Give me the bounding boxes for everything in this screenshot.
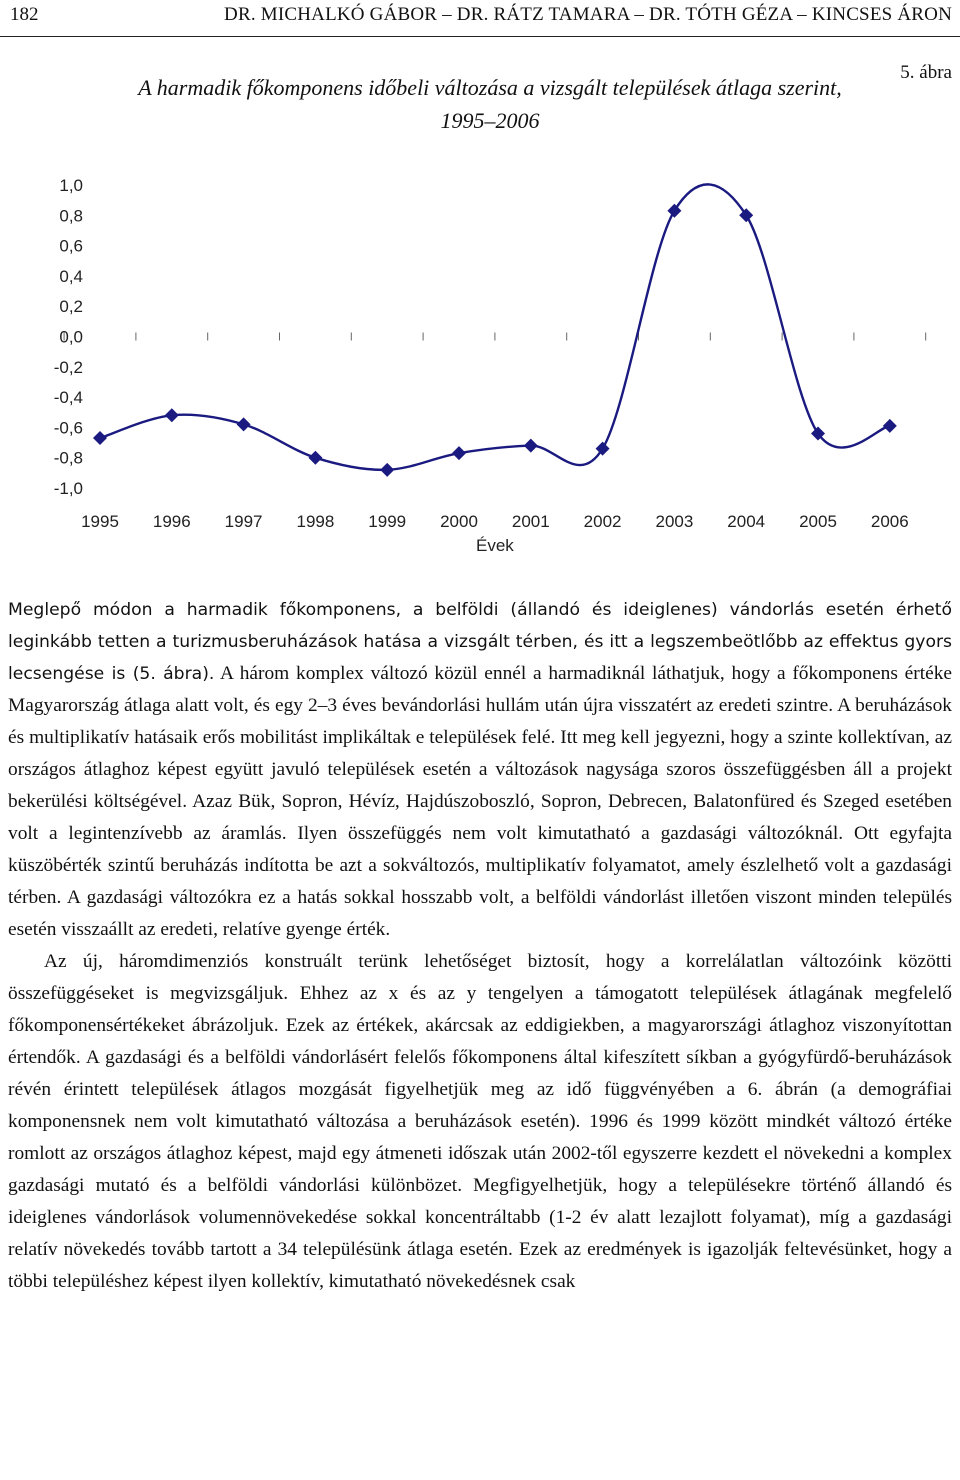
x-tick-label: 2004 <box>727 512 766 531</box>
y-tick-label: -0,4 <box>53 388 83 408</box>
running-header <box>0 0 960 37</box>
paragraph-1-rest: A három komplex változó közül ennél a harmadiknál láthatjuk, hogy a főkomponens értéke Magyarország átlaga alatt volt, és egy 2–3 éves bevándorlási hullám után újra visszatért az eredeti szintre. A beruházások és multiplikatív hatásaik erős mobilitást implikáltak e települések felé. Itt meg kell jegyezni, hogy a szinte kollektívan, az országos átlaghoz képest együtt javuló települések esetén a változások nagysága szoros összefüggésben áll a projekt bekerülési költségével. Azaz Bük, Sopron, Hévíz, Hajdúszoboszló, Sopron, Debrecen, Balatonfüred és Szeged esetében volt a legintenzívebb az áramlás. Ilyen összefüggés nem volt kimutatható a gazdasági változóknál. Ott egyfajta küszöbérték szintű beruházás indította be azt a sokváltozós, multiplikatív folyamatot, amely észlelhető volt a gazdasági térben. A gazdasági változókra ez a hatás sokkal hosszabb volt, a belföldi vándorlást illetően viszont minden település esetén visszaállt az eredeti, relatíve gyenge érték. <box>8 663 953 940</box>
data-point-marker <box>667 204 681 218</box>
line-chart <box>0 165 960 565</box>
body-text <box>8 594 952 1298</box>
chart-title-line-2: 1995–2006 <box>440 108 540 133</box>
paragraph-1-lead: Meglepő módon a harmadik főkomponens, a belföldi (állandó és ideiglenes) vándorlás esetén érhető leginkább tetten a turizmusberuházások hatása a vizsgált térben, és itt a legszembeötlőbb az effektus gyors lecsengése is (5. ábra). <box>8 600 952 684</box>
x-tick-label: 2006 <box>870 512 909 531</box>
data-point-marker <box>237 417 251 431</box>
running-header-authors: DR. MICHALKÓ GÁBOR – DR. RÁTZ TAMARA – DR. TÓTH GÉZA – KINCSES ÁRON <box>224 4 952 25</box>
y-tick-label: 0,0 <box>59 327 83 347</box>
x-tick-label: 2005 <box>799 512 837 531</box>
x-tick-label: 1998 <box>296 512 335 531</box>
x-tick-label: 2003 <box>655 512 694 531</box>
y-tick-label: 0,4 <box>59 266 83 286</box>
y-tick-label: -1,0 <box>53 479 83 498</box>
data-point-marker <box>93 431 107 445</box>
paragraph-2: Az új, háromdimenziós konstruált terünk lehetőséget biztosít, hogy a korrelálatlan változóink közötti összefüggéseket is megvizsgáljuk. Ehhez az x és az y tengelyen a támogatott települések átlagának megfelelő főkomponensértékeket ábrázoljuk. Ezek az értékek, akárcsak az eddigiekben, a magyarországi átlaghoz viszonyítottan értendők. A gazdasági és a belföldi vándorlásért felelős főkomponens által kifeszített síkban a gyógyfürdő-beruházások révén érintett települések átlagos mozgását figyelhetjük meg az idő függvényében a 6. ábrán (a demográfiai komponensnek nem volt kimutatható változása a beruházások esetén). 1996 és 1999 között mindkét változó értéke romlott az országos átlaghoz képest, majd egy átmeneti időszak után 2002-től egyszerre kezdett el növekedni a komplex gazdasági mutató és a belföldi vándorlási különbözet. Megfigyelhetjük, hogy a településekre történő állandó és ideiglenes vándorlások volumennövekedése sokkal koncentráltabb (1-2 év alatt lezajlott folyamat), míg a gazdasági relatív növekedés tovább tartott a 34 településünk átlaga esetén. Ezek az eredmények is igazolják feltevésünket, hogy a többi településhez képest ilyen kollektív, kimutatható növekedésnek csak <box>8 951 952 1292</box>
x-axis-label: Évek <box>476 536 514 555</box>
y-tick-label: -0,8 <box>53 448 83 468</box>
paragraph-1 <box>8 594 952 946</box>
x-tick-label: 1996 <box>152 512 191 531</box>
data-point-marker <box>380 463 394 477</box>
data-point-marker <box>524 439 538 453</box>
data-point-marker <box>883 419 897 433</box>
data-point-marker <box>739 208 753 222</box>
x-tick-label: 1997 <box>224 512 263 531</box>
data-point-marker <box>308 451 322 465</box>
x-tick-label: 1995 <box>81 512 119 531</box>
page-number: 182 <box>10 4 39 25</box>
data-point-marker <box>165 408 179 422</box>
y-tick-label: 1,0 <box>59 176 83 195</box>
data-point-marker <box>452 446 466 460</box>
series-line <box>100 184 890 470</box>
chart-title-line-1: A harmadik főkomponens időbeli változása a vizsgált települések átlaga szerint, <box>138 75 842 100</box>
zero-line-tick-marks <box>64 333 926 341</box>
y-axis-tick-labels <box>54 176 83 498</box>
x-tick-label: 2000 <box>440 512 478 531</box>
y-tick-label: -0,2 <box>53 357 83 377</box>
data-point-marker <box>596 442 610 456</box>
x-tick-label: 1999 <box>368 512 407 531</box>
y-tick-label: 0,6 <box>59 236 83 256</box>
y-tick-label: 0,8 <box>59 206 83 226</box>
x-tick-label: 2001 <box>511 512 550 531</box>
y-tick-label: 0,2 <box>59 297 83 317</box>
chart-title <box>60 71 920 137</box>
x-axis-tick-labels <box>81 512 909 531</box>
figure-label: 5. ábra <box>900 62 952 83</box>
x-tick-label: 2002 <box>583 512 622 531</box>
y-tick-label: -0,6 <box>53 418 83 438</box>
